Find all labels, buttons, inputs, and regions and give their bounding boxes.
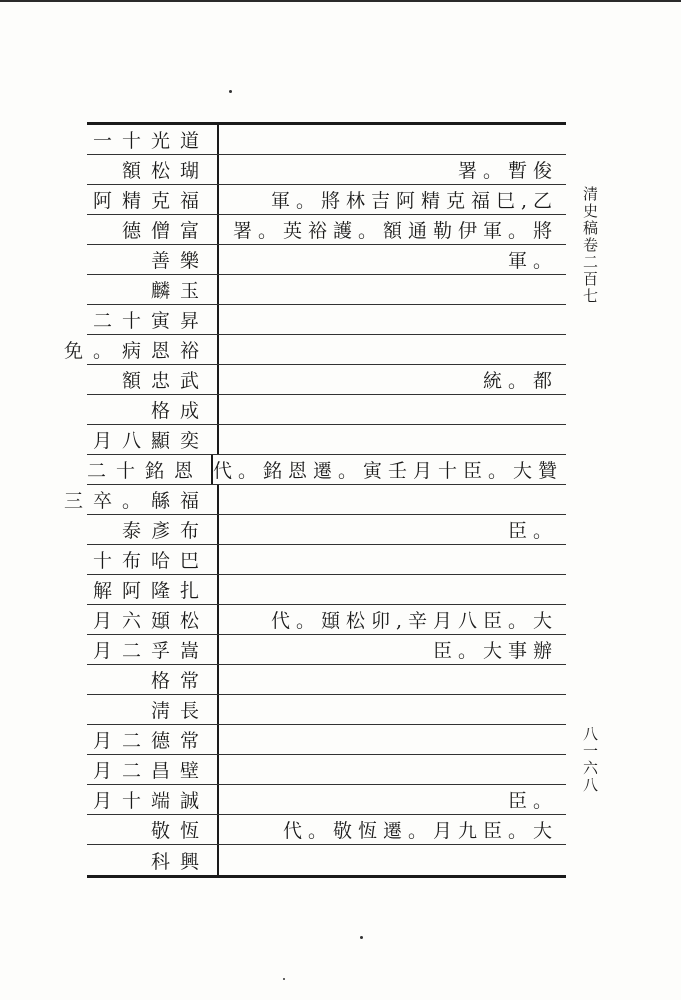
- table-cell-names: 十布哈巴: [87, 545, 219, 574]
- table-row: [87, 725, 566, 755]
- table-cell-record: 署。英裕護。額通勒伊軍。將: [232, 220, 558, 242]
- table-cell-record: 署。暫俊: [457, 160, 558, 182]
- table-cell-record: [219, 485, 566, 514]
- table-cell-record: 代。頲松卯,辛月八臣。大: [270, 610, 558, 632]
- table-cell-names: 二十寅昇: [87, 305, 219, 334]
- table-cell-record: [219, 395, 566, 424]
- book-title: 清史稿卷二百七: [581, 186, 599, 305]
- table-cell-record: 統。都: [482, 370, 558, 392]
- table-cell-names: 格成: [87, 395, 219, 424]
- table-cell-names: 月二孚嵩: [87, 635, 219, 664]
- table-cell-record: 代。敬恆遷。月九臣。大: [282, 820, 558, 842]
- table-cell-names: 科興: [87, 845, 219, 875]
- table-row: [87, 635, 566, 665]
- table-cell-names: 月二德常: [87, 725, 219, 754]
- table-row: [63, 485, 566, 515]
- table-cell-record: [219, 665, 566, 694]
- ink-speck: [360, 936, 363, 939]
- table-cell-record: [219, 845, 566, 875]
- table-row: [87, 245, 566, 275]
- table-cell-record: [219, 545, 566, 574]
- table-cell-names: 格常: [87, 665, 219, 694]
- table-cell-record: 軍。將林吉阿精克福巳,乙: [270, 190, 558, 212]
- table-row: [87, 395, 566, 425]
- table-cell-record: 代。銘恩遷。寅壬月十臣。大贊: [213, 460, 564, 482]
- top-edge-rule: [0, 0, 681, 2]
- table-row: [87, 185, 566, 215]
- table-cell-names: 善樂: [87, 245, 219, 274]
- table-cell-names: 月二昌壁: [87, 755, 219, 784]
- table-cell-record: [219, 125, 566, 154]
- table-row: [87, 155, 566, 185]
- ink-speck: [229, 90, 232, 93]
- official-table: [63, 122, 566, 878]
- table-cell-record: [219, 695, 566, 724]
- table-cell-names: 德僧富: [87, 215, 219, 244]
- table-cell-names: 月十端誠: [87, 785, 219, 814]
- table-cell-names: 麟玉: [87, 275, 219, 304]
- table-row: [87, 815, 566, 845]
- table-cell-names: 泰彥布: [87, 515, 219, 544]
- table-cell-record: [219, 425, 566, 454]
- table-row: [87, 785, 566, 815]
- table-cell-record: [219, 275, 566, 304]
- table-row: [87, 665, 566, 695]
- table-cell-record: 臣。: [507, 520, 558, 542]
- table-cell-names: 淸長: [87, 695, 219, 724]
- table-row: [87, 755, 566, 785]
- table-row: [87, 425, 566, 455]
- table-row: [87, 275, 566, 305]
- table-row: [87, 455, 566, 485]
- table-cell-record: 軍。: [507, 250, 558, 272]
- table-cell-names: 解阿隆扎: [87, 575, 219, 604]
- page-number: 八一六八: [581, 726, 599, 794]
- table-row: [87, 545, 566, 575]
- table-cell-record: [219, 725, 566, 754]
- table-cell-record: 臣。大事辦: [432, 640, 558, 662]
- table-cell-names: 免。病恩裕: [87, 335, 219, 364]
- table-row: [87, 125, 566, 155]
- table-row: [87, 305, 566, 335]
- table-cell-names: 二十銘恩: [87, 455, 213, 484]
- table-cell-names: 月八顯奕: [87, 425, 219, 454]
- table-row: [87, 695, 566, 725]
- table-row: [87, 845, 566, 875]
- table-cell-names: 額忠武: [87, 365, 219, 394]
- table-row: [87, 515, 566, 545]
- table-cell-names: 一十光道: [87, 125, 219, 154]
- table-row: [87, 365, 566, 395]
- table-row: [87, 575, 566, 605]
- table-cell-record: [219, 305, 566, 334]
- table-cell-names: 阿精克福: [87, 185, 219, 214]
- table-cell-names: 額松瑚: [87, 155, 219, 184]
- table-cell-names: 敬恆: [87, 815, 219, 844]
- table-cell-record: [219, 755, 566, 784]
- ink-speck: [283, 978, 285, 980]
- table-cell-names: 月六頲松: [87, 605, 219, 634]
- table-cell-record: [219, 335, 566, 364]
- table-row: [63, 335, 566, 365]
- table-row: [87, 215, 566, 245]
- table-row: [87, 605, 566, 635]
- table-cell-record: [219, 575, 566, 604]
- table-cell-record: 臣。: [507, 790, 558, 812]
- table-cell-names: 三卒。緜福: [87, 485, 219, 514]
